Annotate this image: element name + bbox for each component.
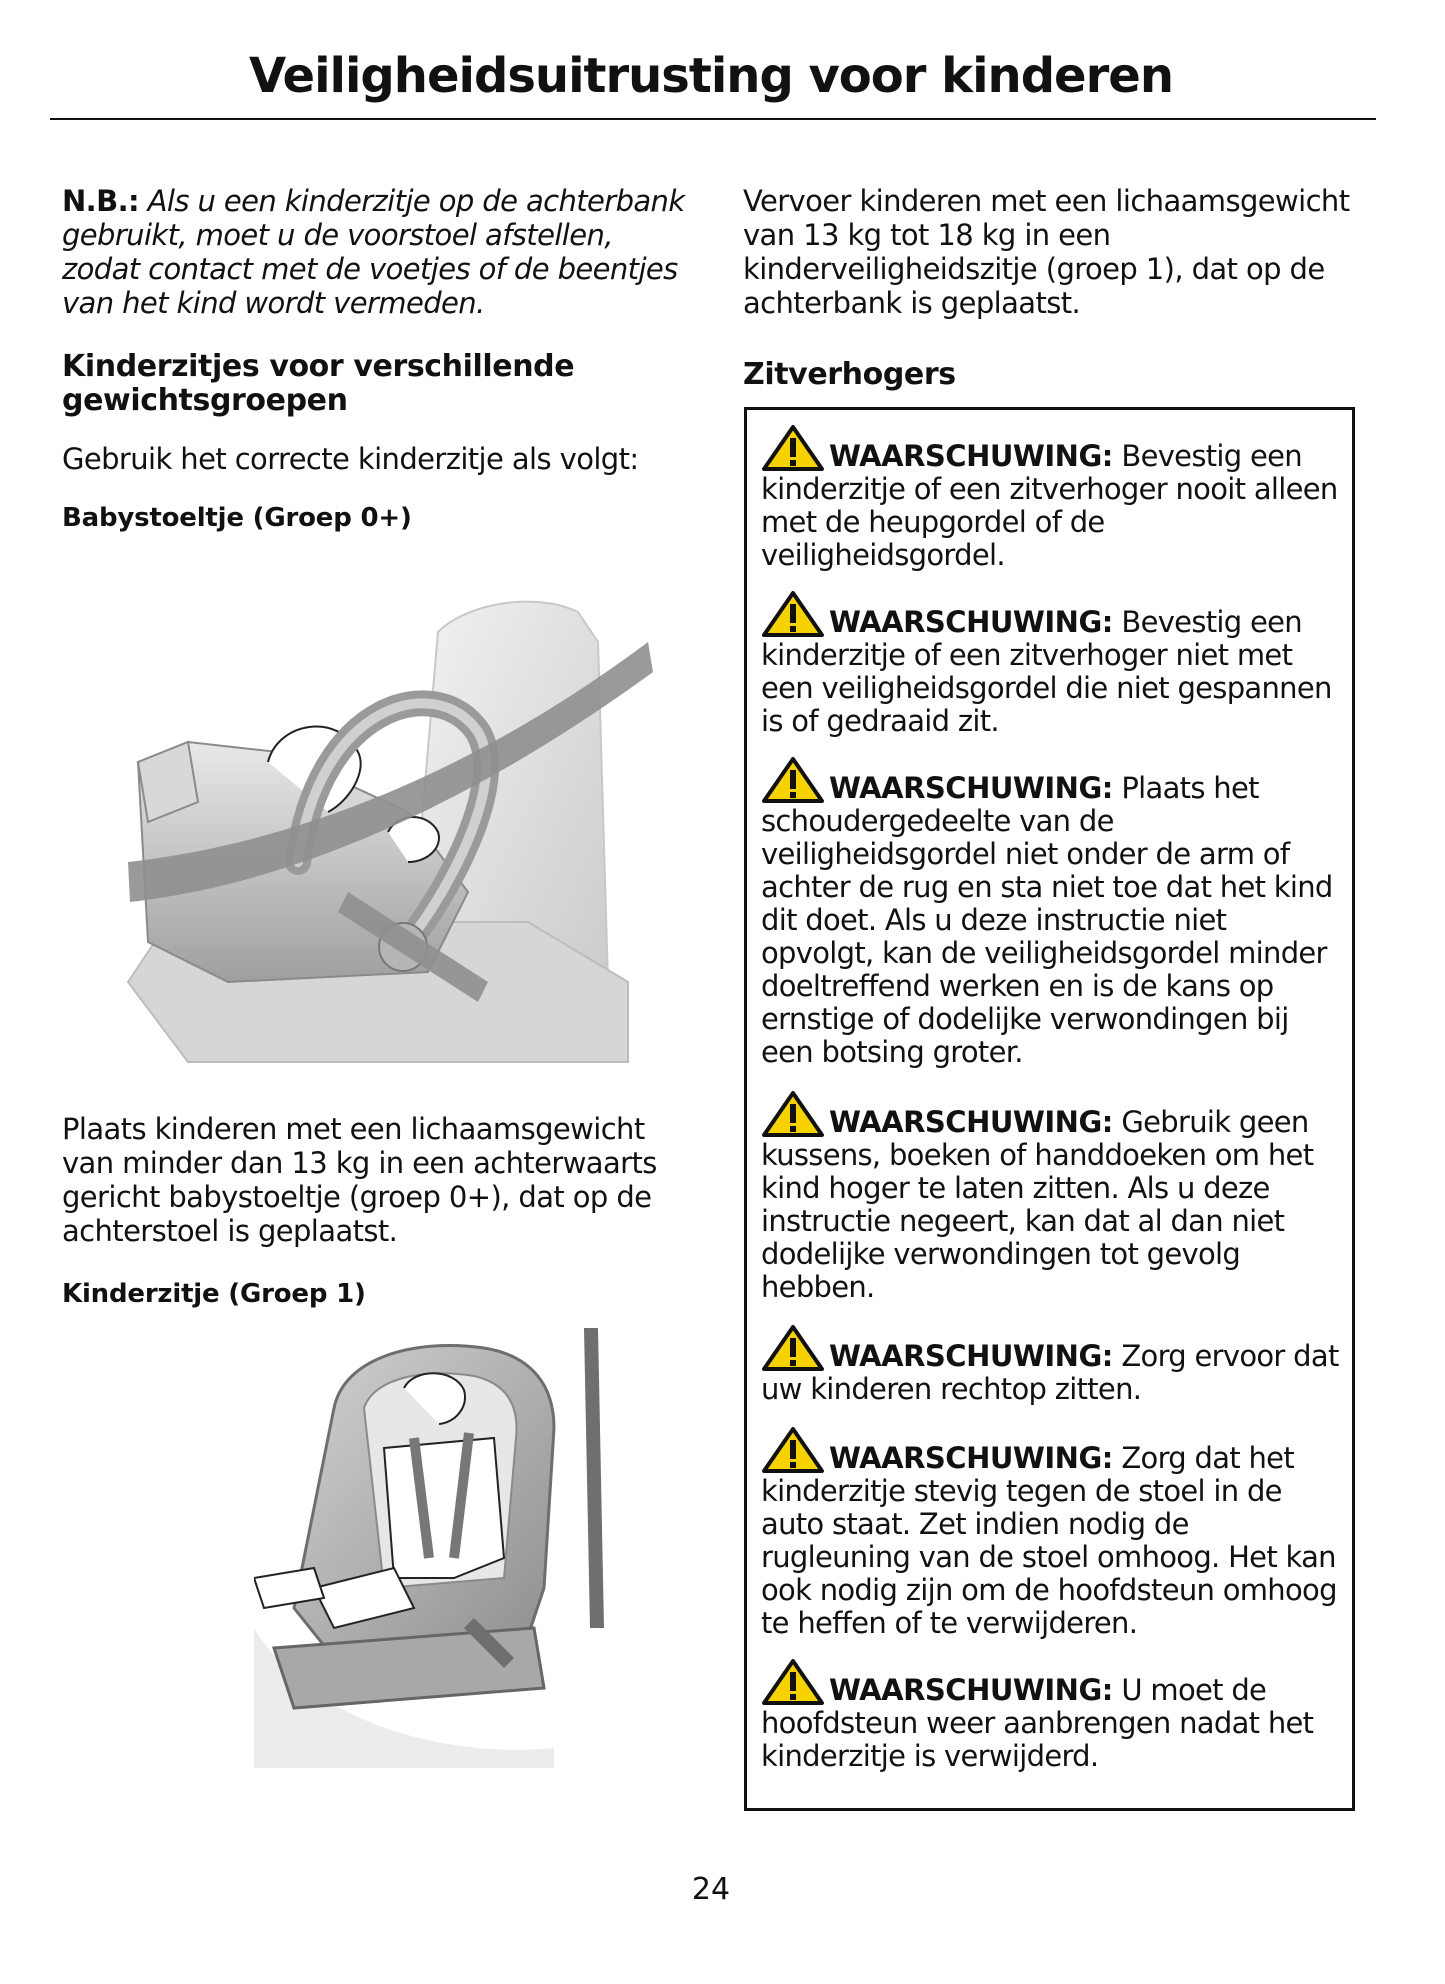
warning-item	[761, 1090, 1341, 1304]
warning-label: WAARSCHUWING:	[829, 605, 1113, 639]
warning-text: Gebruik geen kussens, boeken of handdoeken om het kind hoger te laten zitten. Als u deze instructie negeert, kan dat al dan niet dodelijke verwondingen tot gevolg hebben.	[761, 1105, 1314, 1304]
warning-text: Zorg dat het kinderzitje stevig tegen de stoel in de auto staat. Zet indien nodig de rugleuning van de stoel omhoog. Het kan ook nodig zijn om de hoofdsteun omhoog te heffen of te verwijderen.	[761, 1441, 1337, 1640]
warning-triangle-icon	[761, 590, 825, 638]
group0-heading: Babystoeltje (Groep 0+)	[62, 503, 412, 533]
warning-text: Bevestig een kinderzitje of een zitverhoger niet met een veiligheidsgordel die niet gespannen is of gedraaid zit.	[761, 605, 1332, 738]
warnings-box	[744, 407, 1355, 1811]
warning-label: WAARSCHUWING:	[829, 1105, 1113, 1139]
warning-triangle-icon	[761, 756, 825, 804]
warning-item	[761, 1426, 1341, 1640]
intro-text: Gebruik het correcte kinderzitje als volgt:	[62, 442, 639, 476]
warning-triangle-icon	[761, 1426, 825, 1474]
child-seat-illustration	[254, 1328, 674, 1768]
note-text: Als u een kinderzitje op de achterbank gebruikt, moet u de voorstoel afstellen, zodat contact met de voetjes of de beentjes van het kind wordt vermeden.	[62, 184, 685, 320]
warning-item	[761, 424, 1341, 572]
warning-label: WAARSCHUWING:	[829, 1441, 1113, 1475]
warning-item	[761, 756, 1341, 1069]
warning-triangle-icon	[761, 1324, 825, 1372]
infant-carrier-illustration	[108, 562, 688, 1082]
section-heading-boosters: Zitverhogers	[743, 357, 956, 392]
warning-item	[761, 1324, 1341, 1406]
warning-label: WAARSCHUWING:	[829, 439, 1113, 473]
title-divider	[50, 118, 1376, 120]
warning-item	[761, 590, 1341, 738]
warning-triangle-icon	[761, 1658, 825, 1706]
group0-text: Plaats kinderen met een lichaamsgewicht van minder dan 13 kg in een achterwaarts gericht babystoeltje (groep 0+), dat op de achterstoel is geplaatst.	[62, 1112, 657, 1248]
warning-text: U moet de hoofdsteun weer aanbrengen nadat het kinderzitje is verwijderd.	[761, 1673, 1314, 1773]
page-title: Veiligheidsuitrusting voor kinderen	[248, 48, 1173, 104]
right-column	[743, 184, 1363, 392]
warning-text: Zorg ervoor dat uw kinderen rechtop zitten.	[761, 1339, 1339, 1406]
left-column	[62, 184, 702, 1768]
warning-label: WAARSCHUWING:	[829, 1673, 1113, 1707]
group1-text: Vervoer kinderen met een lichaamsgewicht van 13 kg tot 18 kg in een kinderveiligheidszitje (groep 1), dat op de achterbank is geplaatst.	[743, 184, 1350, 320]
warning-triangle-icon	[761, 1090, 825, 1138]
warning-item	[761, 1658, 1341, 1773]
warning-text: Bevestig een kinderzitje of een zitverhoger nooit alleen met de heupgordel of de veiligheidsgordel.	[761, 439, 1338, 572]
page-number: 24	[691, 1872, 731, 1907]
warning-triangle-icon	[761, 424, 825, 472]
warning-label: WAARSCHUWING:	[829, 1339, 1113, 1373]
note-label: N.B.:	[62, 184, 140, 218]
warning-text: Plaats het schoudergedeelte van de veiligheidsgordel niet onder de arm of achter de rug en sta niet toe dat het kind dit doet. Als u deze instructie niet opvolgt, kan de veiligheidsgordel minder doeltreffend werken en is de kans op ernstige of dodelijke verwondingen bij een botsing groter.	[761, 771, 1333, 1069]
note-paragraph	[62, 184, 692, 320]
warning-label: WAARSCHUWING:	[829, 771, 1113, 805]
section-heading-weight-groups: Kinderzitjes voor verschillende gewichtsgroepen	[62, 349, 575, 418]
group1-heading: Kinderzitje (Groep 1)	[62, 1279, 366, 1309]
